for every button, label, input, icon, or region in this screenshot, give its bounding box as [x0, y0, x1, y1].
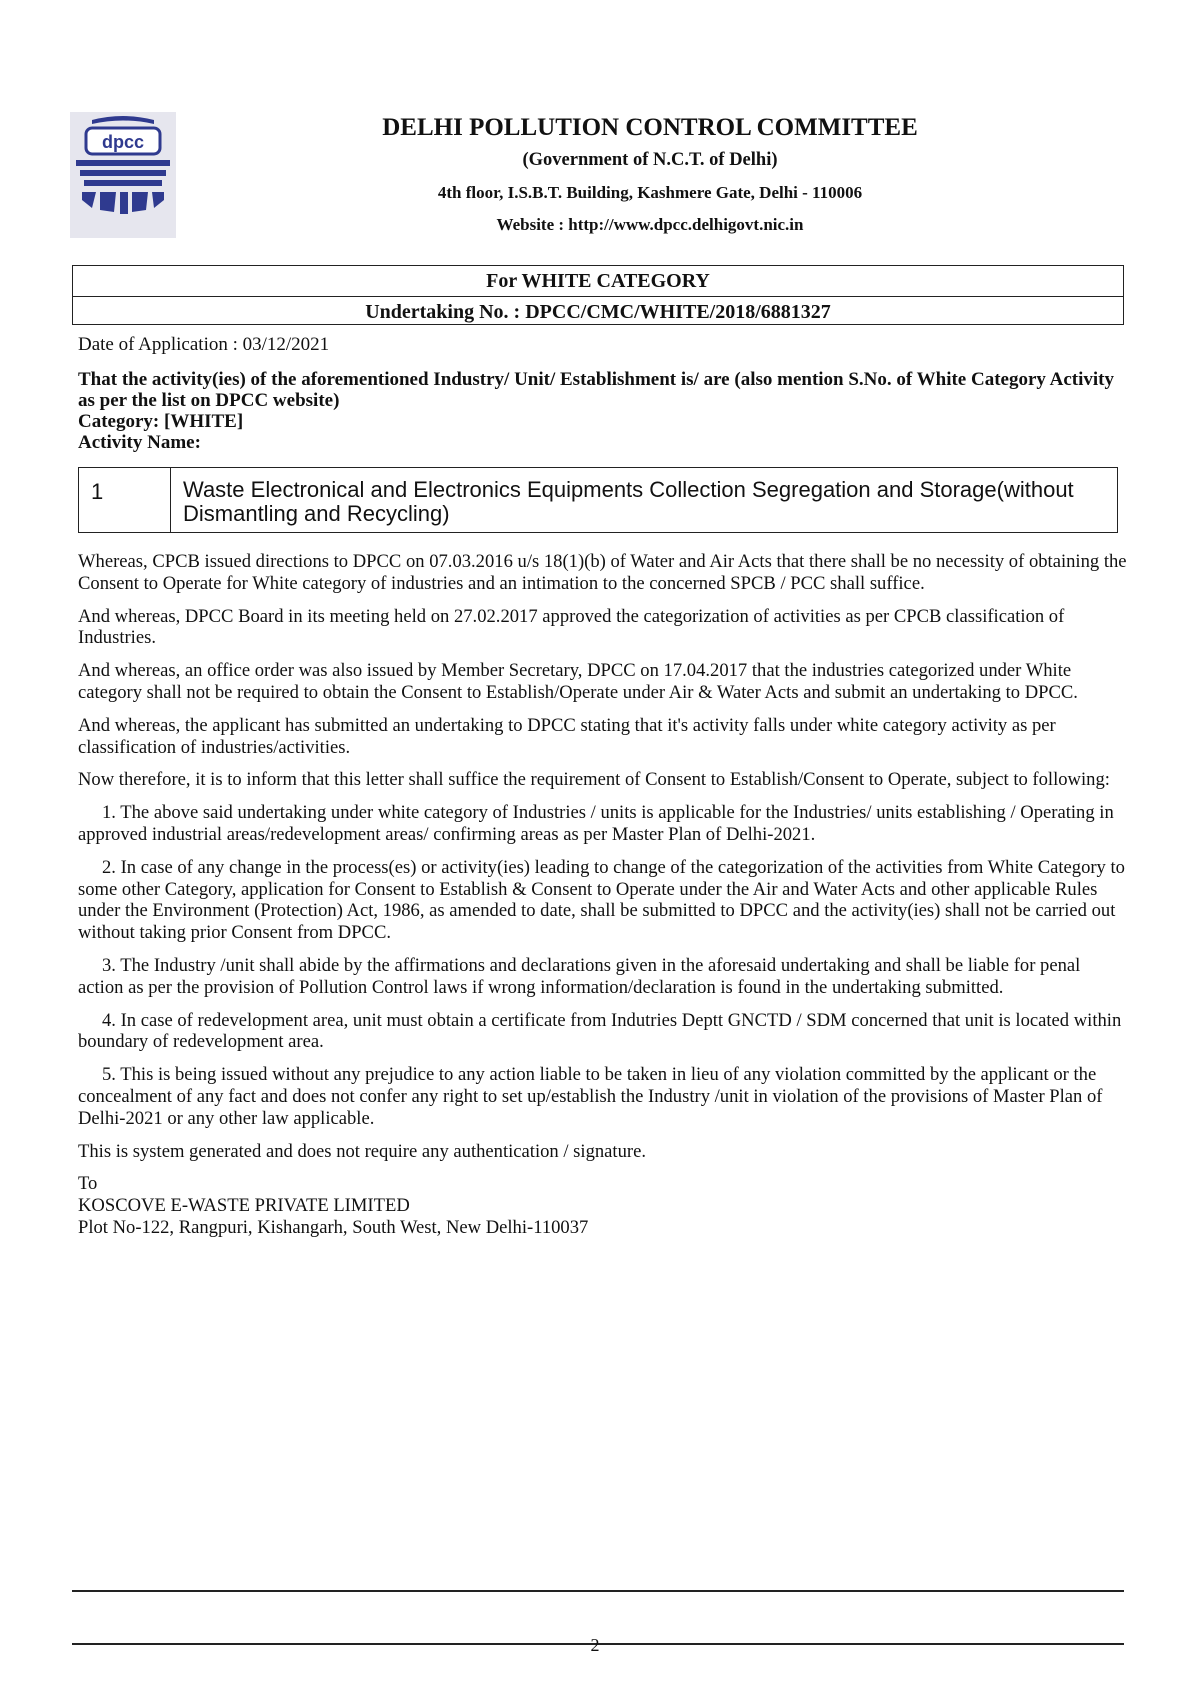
committee-title: DELHI POLLUTION CONTROL COMMITTEE [382, 114, 918, 141]
condition-item: 3. The Industry /unit shall abide by the affirmations and declarations given in the aforesaid undertaking and shall be liable for penal action as per the provision of Pollution Control laws if wrong information/declaration is found in the undertaking submitted. [78, 954, 1081, 998]
condition-item: 2. In case of any change in the process(es) or activity(ies) leading to change of the categorization of the activities from White Category to some other Category, application for Consent to Establish & Consent to Operate under the Air and Water Acts and other applicable Rules under the Environment (Protection) Act, 1986, as amended to date, shall be submitted to DPCC and the activity(ies) shall not be carried out without taking prior Consent from DPCC. [78, 856, 1125, 944]
paragraph: Now therefore, it is to inform that this letter shall suffice the requirement of Consent to Establish/Consent to Operate, subject to following: [78, 769, 1110, 791]
activity-intro [78, 369, 1128, 453]
category-line: Category: [WHITE] [78, 411, 244, 432]
page-number: 2 [590, 1635, 600, 1655]
website-line: Website : http://www.dpcc.delhigovt.nic.in [496, 215, 804, 234]
dpcc-logo [70, 112, 176, 238]
activity-table [78, 467, 1118, 533]
footer-divider [72, 1590, 1124, 1592]
category-heading: For WHITE CATEGORY [73, 266, 1123, 297]
paragraph: And whereas, DPCC Board in its meeting held on 27.02.2017 approved the categorization of activities as per CPCB classification of Industries. [78, 605, 1065, 649]
recipient-to: To [78, 1173, 98, 1195]
recipient-block [78, 1173, 1128, 1238]
condition-item: 1. The above said undertaking under white category of Industries / units is applicable for the Industries/ units establishing / Operating in approved industrial areas/redevelopment areas/ confirming areas as per Master Plan of Delhi-2021. [78, 802, 1114, 845]
activity-serial-number: 1 [79, 468, 171, 532]
category-box [72, 265, 1124, 325]
recipient-address: Plot No-122, Rangpuri, Kishangarh, South West, New Delhi-110037 [78, 1216, 589, 1238]
date-of-application: Date of Application : 03/12/2021 [78, 334, 330, 355]
recipient-name: KOSCOVE E-WASTE PRIVATE LIMITED [78, 1195, 410, 1217]
government-subtitle: (Government of N.C.T. of Delhi) [522, 150, 778, 170]
activity-name-label: Activity Name: [78, 432, 201, 453]
paragraph: And whereas, an office order was also issued by Member Secretary, DPCC on 17.04.2017 that the industries categorized under White category shall not be required to obtain the Consent to Establish/Operate under Air & Water Acts and submit an undertaking to DPCC. [78, 660, 1078, 703]
condition-item: 5. This is being issued without any prejudice to any action liable to be taken in lieu of any violation committed by the applicant or the concealment of any fact and does not confer any right to set up/establish the Industry /unit in violation of the provisions of Master Plan of Delhi-2021 or any other law applicable. [78, 1064, 1103, 1129]
system-note: This is system generated and does not require any authentication / signature. [78, 1140, 646, 1162]
logo-text: dpcc [101, 132, 145, 152]
letter-body [78, 551, 1128, 1239]
activity-name: Waste Electronical and Electronics Equipments Collection Segregation and Storage(without Dismantling and Recycling) [183, 477, 1074, 526]
paragraph: Whereas, CPCB issued directions to DPCC on 07.03.2016 u/s 18(1)(b) of Water and Air Acts that there shall be no necessity of obtaining the Consent to Operate for White category of industries and an intimation to the concerned SPCB / PCC shall suffice. [78, 551, 1127, 594]
paragraph: And whereas, the applicant has submitted an undertaking to DPCC stating that it's activity falls under white category activity as per classification of industries/activities. [78, 714, 1056, 758]
office-address: 4th floor, I.S.B.T. Building, Kashmere Gate, Delhi - 110006 [437, 183, 863, 202]
undertaking-number: Undertaking No. : DPCC/CMC/WHITE/2018/6881327 [365, 301, 831, 323]
condition-item: 4. In case of redevelopment area, unit must obtain a certificate from Indutries Deptt GNCTD / SDM concerned that unit is located within boundary of redevelopment area. [78, 1009, 1122, 1053]
intro-statement: That the activity(ies) of the aforementioned Industry/ Unit/ Establishment is/ are (also mention S.No. of White Category Activity as per the list on DPCC website) [78, 369, 1114, 411]
